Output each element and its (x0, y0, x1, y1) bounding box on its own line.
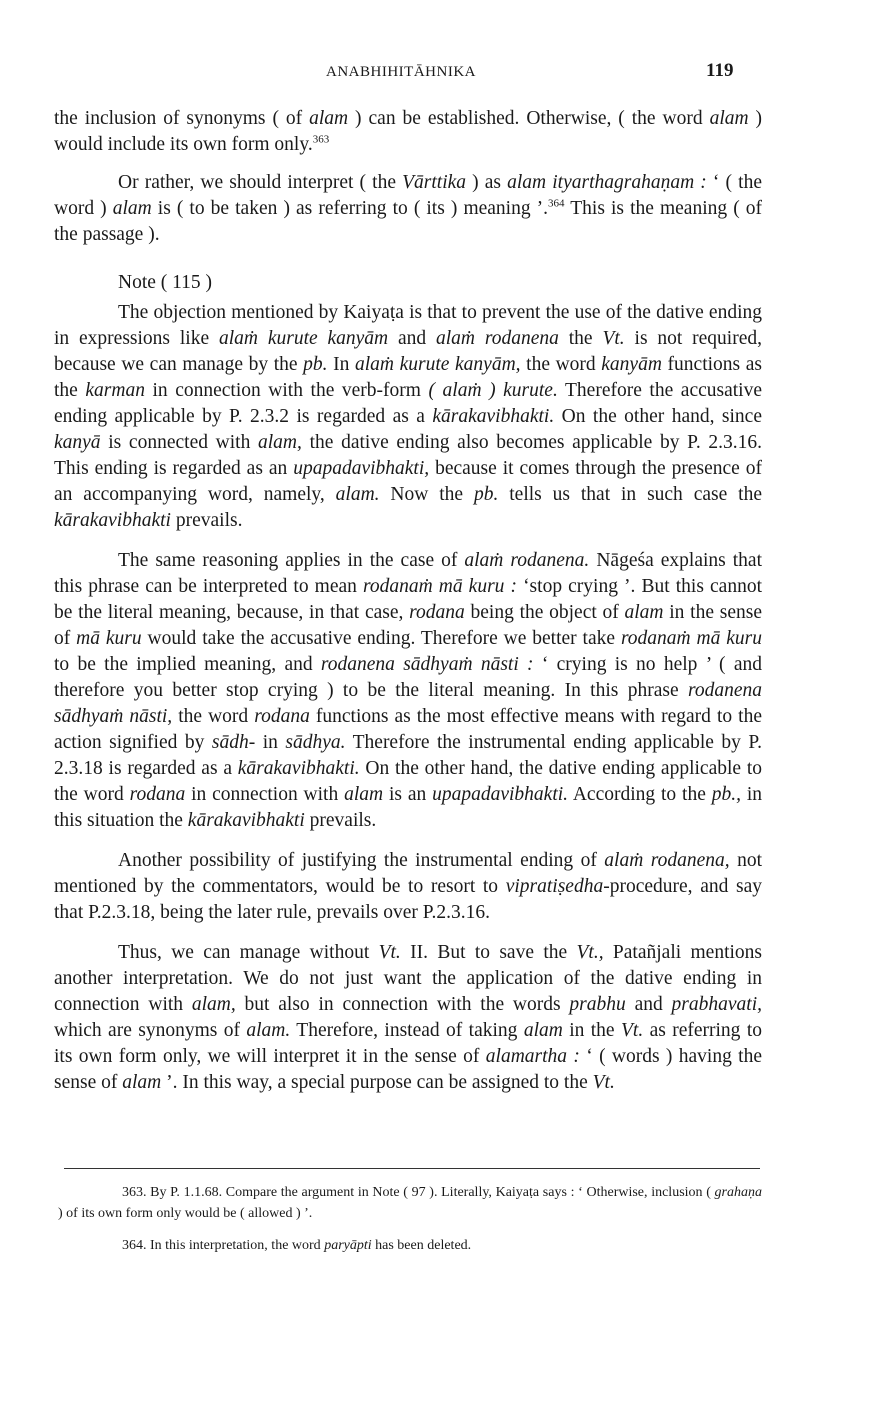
paragraph-1: the inclusion of synonyms ( of alam ) can be established. Otherwise, ( the word alam ) would include its own form only.$^{363}$ (54, 108, 763, 155)
footnote-ref-364: 364 (548, 197, 565, 210)
paragraph-3: The objection mentioned by Kaiyaṭa is that to prevent the use of the dative ending in expressions like alaṁ kurute kanyām and alaṁ rodanena the Vt. is not required, because we can manage by the pb. In alaṁ kurute kanyām, the word kanyām functions as the karman in connection with the verb-form ( alaṁ ) kurute. Therefore the accusative ending applicable by P. 2.3.2 is regarded as a kārakavibhakti. On the other hand, since kanyā is connected with alam, the dative ending also becomes applicable by P. 2.3.16. This ending is regarded as an upapadavibhakti, because it comes through the presence of an accompanying word, namely, alam. Now the pb. tells us that in such case the kārakavibhakti prevails. (54, 302, 763, 531)
footnote-363: 363. By P. 1.1.68. Compare the argument in Note ( 97 ). Literally, Kaiyaṭa says : ‘ Otherwise, inclusion ( grahaṇa ) of its own form only would be ( allowed ) ’. (58, 1185, 762, 1221)
footnote-364: 364. In this interpretation, the word paryāpti has been deleted. (122, 1238, 472, 1253)
footnotes (58, 1182, 762, 1267)
running-head: ANABHIHITĀHNIKA (326, 64, 476, 80)
paragraph-2: Or rather, we should interpret ( the Vārttika ) as alam ityarthagrahaṇam : ‘ ( the word ) alam is ( to be taken ) as referring to ( its ) meaning ’.$^{364}$ This is the meaning ( of the passage ). (54, 172, 762, 245)
paragraph-6: Thus, we can manage without Vt. II. But to save the Vt., Patañjali mentions another interpretation. We do not just want the application of the dative ending in connection with alam, but also in connection with the words prabhu and prabhavati, which are synonyms of alam. Therefore, instead of taking alam in the Vt. as referring to its own form only, we will interpret it in the sense of alamartha : ‘ ( words ) having the sense of alam ’. In this way, a special purpose can be assigned to the Vt. (54, 942, 763, 1093)
paragraph-4: The same reasoning applies in the case of alaṁ rodanena. Nāgeśa explains that this phrase can be interpreted to mean rodanaṁ mā kuru : ‘stop crying ’. But this cannot be the literal meaning, because, in that case, rodana being the object of alam in the sense of mā kuru would take the accusative ending. Therefore we better take rodanaṁ mā kuru to be the implied meaning, and rodanena sādhyaṁ nāsti : ‘ crying is no help ’ ( and therefore you better stop crying ) to be the literal meaning. In this phrase rodanena sādhyaṁ nāsti, the word rodana functions as the most effective means with regard to the action signified by sādh- in sādhya. Therefore the instrumental ending applicable by P. 2.3.18 is regarded as a kārakavibhakti. On the other hand, the dative ending applicable to the word rodana in connection with alam is an upapadavibhakti. According to the pb., in this situation the kārakavibhakti prevails. (54, 550, 763, 831)
footnote-ref-363: 363 (312, 133, 330, 146)
note-heading: Note ( 115 ) (118, 272, 213, 293)
body-text (54, 106, 762, 1110)
page-number: 119 (706, 60, 734, 81)
paragraph-5: Another possibility of justifying the instrumental ending of alaṁ rodanena, not mentioned by the commentators, would be to resort to vipratiṣedha-procedure, and say that P.2.3.18, being the later rule, prevails over P.2.3.16. (54, 850, 762, 923)
footnote-divider (64, 1168, 760, 1169)
